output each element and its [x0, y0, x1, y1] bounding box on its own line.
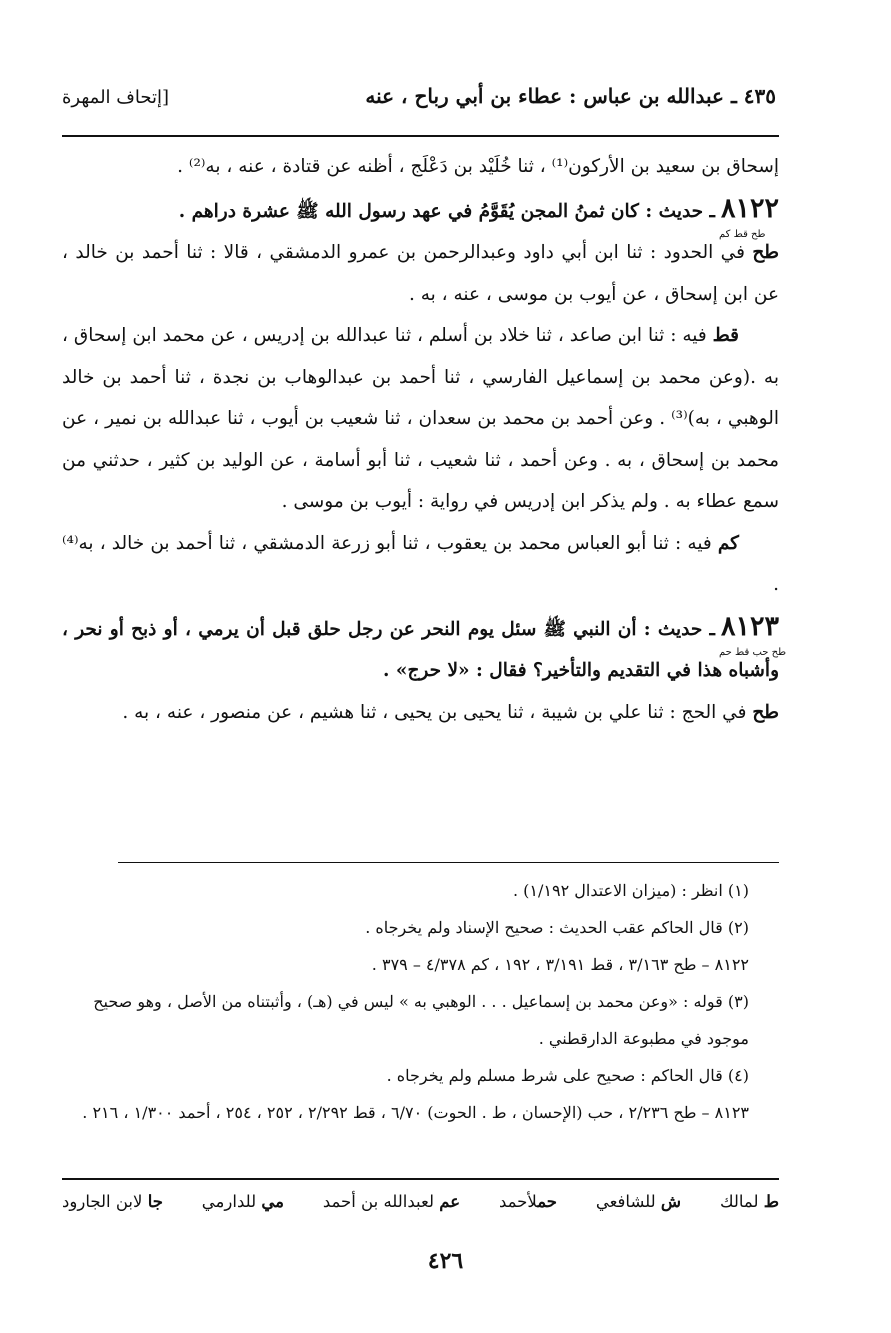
- continued-line: إسحاق بن سعيد بن الأركون⁽¹⁾ ، ثنا خُلَيْد بن دَعْلَج ، أظنه عن قتادة ، عنه ، به⁽²⁾ .: [177, 156, 779, 177]
- page-number: ٤٢٦: [427, 1248, 464, 1274]
- abbreviation: جا لابن الجارود: [62, 1192, 163, 1211]
- hadith-8122-source-1: طح في الحدود : ثنا ابن أبي داود وعبدالرحمن بن عمرو الدمشقي ، قالا : ثنا أحمد بن خالد ، عن ابن إسحاق ، عن أيوب بن موسى ، عنه ، به .: [62, 242, 779, 305]
- hadith-text: ـ حديث : كان ثمنُ المجن يُقَوَّمُ في عهد رسول الله ﷺ عشرة دراهم .: [178, 200, 715, 222]
- footnote-4: (٤) قال الحاكم : صحيح على شرط مسلم ولم يخرجاه .: [386, 1066, 749, 1085]
- hadith-8122-source-2: قط فيه : ثنا ابن صاعد ، ثنا خلاد بن أسلم ، ثنا عبدالله بن إدريس ، عن محمد ابن إسحاق ، به .(وعن محمد بن إسماعيل الفارسي ، ثنا أحمد بن عبدالوهاب بن نجدة ، ثنا أحمد بن خالد الوهبي ، به)⁽³⁾ . وعن أحمد بن محمد بن سعدان ، ثنا شعيب بن أيوب ، ثنا عبدالله بن نمير ، عن محمد بن إسحاق ، به . وعن أحمد ، ثنا شعيب ، ثنا أبو أسامة ، عن الوليد بن كثير ، حدثني من سمع عطاء به . ولم يذكر ابن إدريس في رواية : أيوب بن موسى .: [62, 325, 780, 512]
- footnote-1: (١) انظر : (ميزان الاعتدال ١/١٩٢) .: [512, 881, 749, 900]
- chapter-title: ٤٣٥ ـ عبدالله بن عباس : عطاء بن أبي رباح ، عنه: [365, 84, 776, 108]
- book-title: [إتحاف المهرة: [62, 87, 170, 108]
- abbreviation: ش للشافعي: [595, 1192, 682, 1211]
- source-sigla: طح حب قط حم: [718, 647, 787, 658]
- hadith-8122-heading: [62, 188, 779, 240]
- footnote-3: (٣) قوله : «وعن محمد بن إسماعيل . . . الوهبي به » ليس في (هـ) ، وأثبتناه من الأصل ، وهو صحيح موجود في مطبوعة الدارقطني .: [93, 992, 749, 1048]
- hadith-8123-source-1: طح في الحج : ثنا علي بن شيبة ، ثنا يحيى بن يحيى ، ثنا هشيم ، عن منصور ، عنه ، به .: [122, 701, 779, 723]
- footnote-rule: [118, 862, 779, 863]
- abbreviations-key: [62, 1192, 779, 1211]
- running-header: [62, 84, 776, 118]
- abbreviations-rule: [62, 1178, 779, 1180]
- hadith-8122-source-3: كم فيه : ثنا أبو العباس محمد بن يعقوب ، ثنا أبو زرعة الدمشقي ، ثنا أحمد بن خالد ، به⁽⁴⁾ .: [62, 532, 779, 595]
- hadith-number: ٨١٢٣ طح حب قط حم: [718, 610, 787, 658]
- hadith-text: ـ حديث : أن النبي ﷺ سئل يوم النحر عن رجل حلق قبل أن يرمي ، أو ذبح أو نحر ، وأشباه هذا في التقديم والتأخير؟ فقال : «لا حرج» .: [62, 618, 779, 681]
- hadith-number: ٨١٢٢ طح قط كم: [718, 192, 779, 240]
- footnote-8122-sources: ٨١٢٢ – طح ٣/١٦٣ ، قط ٣/١٩١ ، ١٩٢ ، كم ٤/٣٧٨ – ٣٧٩ .: [371, 955, 749, 974]
- abbreviation: عم لعبدالله بن أحمد: [322, 1192, 461, 1211]
- abbreviation: ط لمالك: [719, 1192, 779, 1211]
- footnotes: [62, 872, 779, 1131]
- source-sigla: طح قط كم: [718, 229, 766, 240]
- abbreviation: مي للدارمي: [201, 1192, 284, 1211]
- footnote-8123-sources: ٨١٢٣ – طح ٢/٢٣٦ ، حب (الإحسان ، ط . الحوت) ٦/٧٠ ، قط ٢/٢٩٢ ، ٢٥٢ ، ٢٥٤ ، أحمد ١/٣٠٠ ، ٢١٦ .: [82, 1103, 749, 1122]
- abbreviation: حملأحمد: [498, 1192, 557, 1211]
- header-rule: [62, 135, 779, 137]
- footnote-2: (٢) قال الحاكم عقب الحديث : صحيح الإسناد ولم يخرجاه .: [365, 918, 749, 937]
- main-text: [62, 146, 787, 733]
- hadith-8123-heading: [62, 606, 787, 692]
